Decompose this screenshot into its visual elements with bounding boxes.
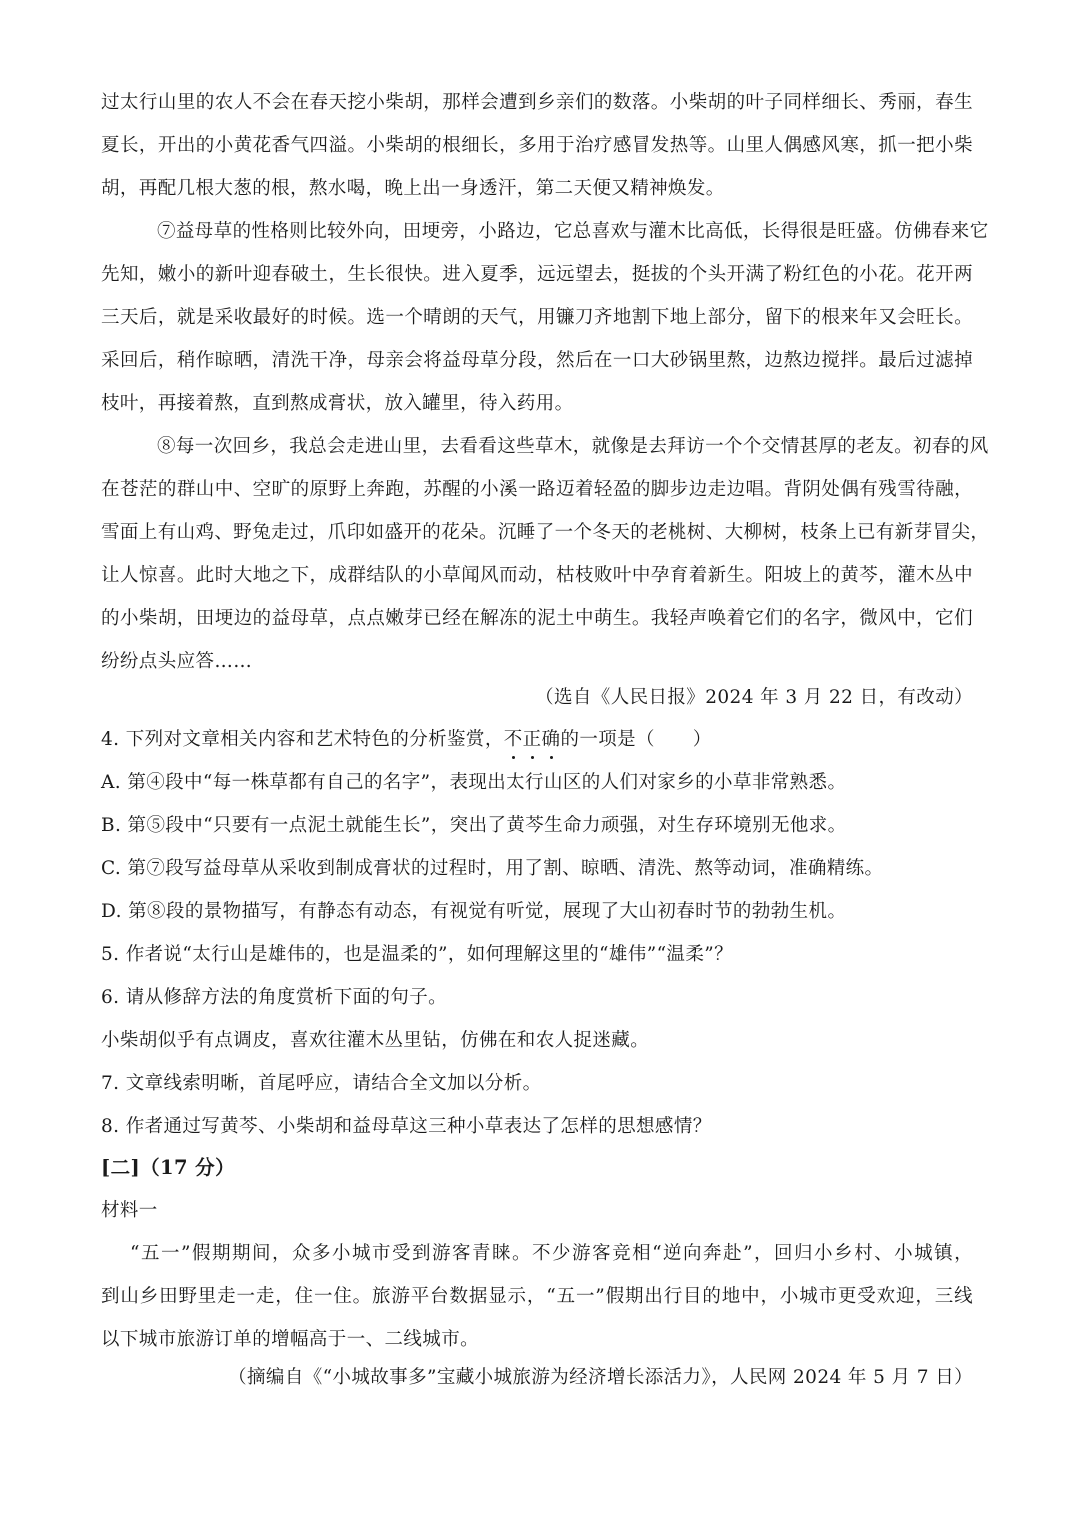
material-label: 材料一 [101,1200,158,1221]
material-line: 以下城市旅游订单的增幅高于一、二线城市。 [101,1329,480,1350]
passage-line: 的小柴胡，田埂边的益母草，点点嫩芽已经在解冻的泥土中萌生。我轻声唤着它们的名字，微风中，它们 [101,608,973,629]
passage-line: 让人惊喜。此时大地之下，成群结队的小草闻风而动，枯枝败叶中孕育着新生。阳坡上的黄芩，灌木丛中 [101,565,973,586]
passage-line: 采回后，稍作晾晒，清洗干净，母亲会将益母草分段，然后在一口大砂锅里熬，边熬边搅拌。最后过滤掉 [101,350,973,371]
question-4-stem [101,727,712,753]
question-4-option-c: C. 第⑦段写益母草从采收到制成膏状的过程时，用了割、晾晒、清洗、熬等动词，准确精练。 [101,858,884,879]
material-source: （摘编自《“小城故事多”宝藏小城旅游为经济增长添活力》，人民网 2024 年 5 月 7 日） [228,1367,973,1388]
question-8: 8. 作者通过写黄芩、小柴胡和益母草这三种小草表达了怎样的思想感情？ [101,1116,712,1137]
passage-line: 胡，再配几根大葱的根，熬水喝，晚上出一身透汗，第二天便又精神焕发。 [101,178,725,199]
emphasis-char: 不 [504,727,523,753]
question-7: 7. 文章线索明晰，首尾呼应，请结合全文加以分析。 [101,1073,542,1094]
passage-line: ⑧每一次回乡，我总会走进山里，去看看这些草木，就像是去拜访一个个交情甚厚的老友。初春的风 [157,436,989,457]
question-4-stem-after: 的一项是（ ） [560,729,712,750]
passage-line: 在苍茫的群山中、空旷的原野上奔跑，苏醒的小溪一路迈着轻盈的脚步边走边唱。背阴处偶有残雪待融， [101,479,973,500]
question-6-sentence: 小柴胡似乎有点调皮，喜欢往灌木丛里钻，仿佛在和农人捉迷藏。 [101,1030,650,1051]
question-4-option-a: A. 第④段中“每一株草都有自己的名字”，表现出太行山区的人们对家乡的小草非常熟悉。 [101,772,847,793]
passage-line: 雪面上有山鸡、野兔走过，爪印如盛开的花朵。沉睡了一个冬天的老桃树、大柳树，枝条上已有新芽冒尖， [101,522,990,543]
question-6: 6. 请从修辞方法的角度赏析下面的句子。 [101,987,448,1008]
section-heading: [二]（17 分） [101,1156,235,1179]
passage-source: （选自《人民日报》2024 年 3 月 22 日，有改动） [535,687,973,708]
material-line: “五一”假期期间，众多小城市受到游客青睐。不少游客竞相“逆向奔赴”，回归小乡村、小城镇， [130,1243,973,1264]
passage-line: 过太行山里的农人不会在春天挖小柴胡，那样会遭到乡亲们的数落。小柴胡的叶子同样细长、秀丽，春生 [101,92,973,113]
emphasis-char: 确 [542,727,561,753]
question-4-stem-before: 4. 下列对文章相关内容和艺术特色的分析鉴赏， [101,729,504,750]
emphasis-char: 正 [523,727,542,753]
material-line: 到山乡田野里走一走，住一住。旅游平台数据显示，“五一”假期出行目的地中，小城市更受欢迎，三线 [101,1286,973,1307]
passage-line: 纷纷点头应答…… [101,651,253,672]
passage-line: 三天后，就是采收最好的时候。选一个晴朗的天气，用镰刀齐地割下地上部分，留下的根来年又会旺长。 [101,307,973,328]
question-4-option-b: B. 第⑤段中“只要有一点泥土就能生长”，突出了黄芩生命力顽强，对生存环境别无他求。 [101,815,847,836]
passage-line: ⑦益母草的性格则比较外向，田埂旁，小路边，它总喜欢与灌木比高低，长得很是旺盛。仿佛春来它 [157,221,989,242]
passage-line: 枝叶，再接着熬，直到熬成膏状，放入罐里，待入药用。 [101,393,574,414]
passage-line: 先知，嫩小的新叶迎春破土，生长很快。进入夏季，远远望去，挺拔的个头开满了粉红色的小花。花开两 [101,264,973,285]
passage-line: 夏长，开出的小黄花香气四溢。小柴胡的根细长，多用于治疗感冒发热等。山里人偶感风寒，抓一把小柴 [101,135,973,156]
question-4-option-d: D. 第⑧段的景物描写，有静态有动态，有视觉有听觉，展现了大山初春时节的勃勃生机。 [101,901,847,922]
question-5: 5. 作者说“太行山是雄伟的，也是温柔的”，如何理解这里的“雄伟”“温柔”？ [101,944,733,965]
